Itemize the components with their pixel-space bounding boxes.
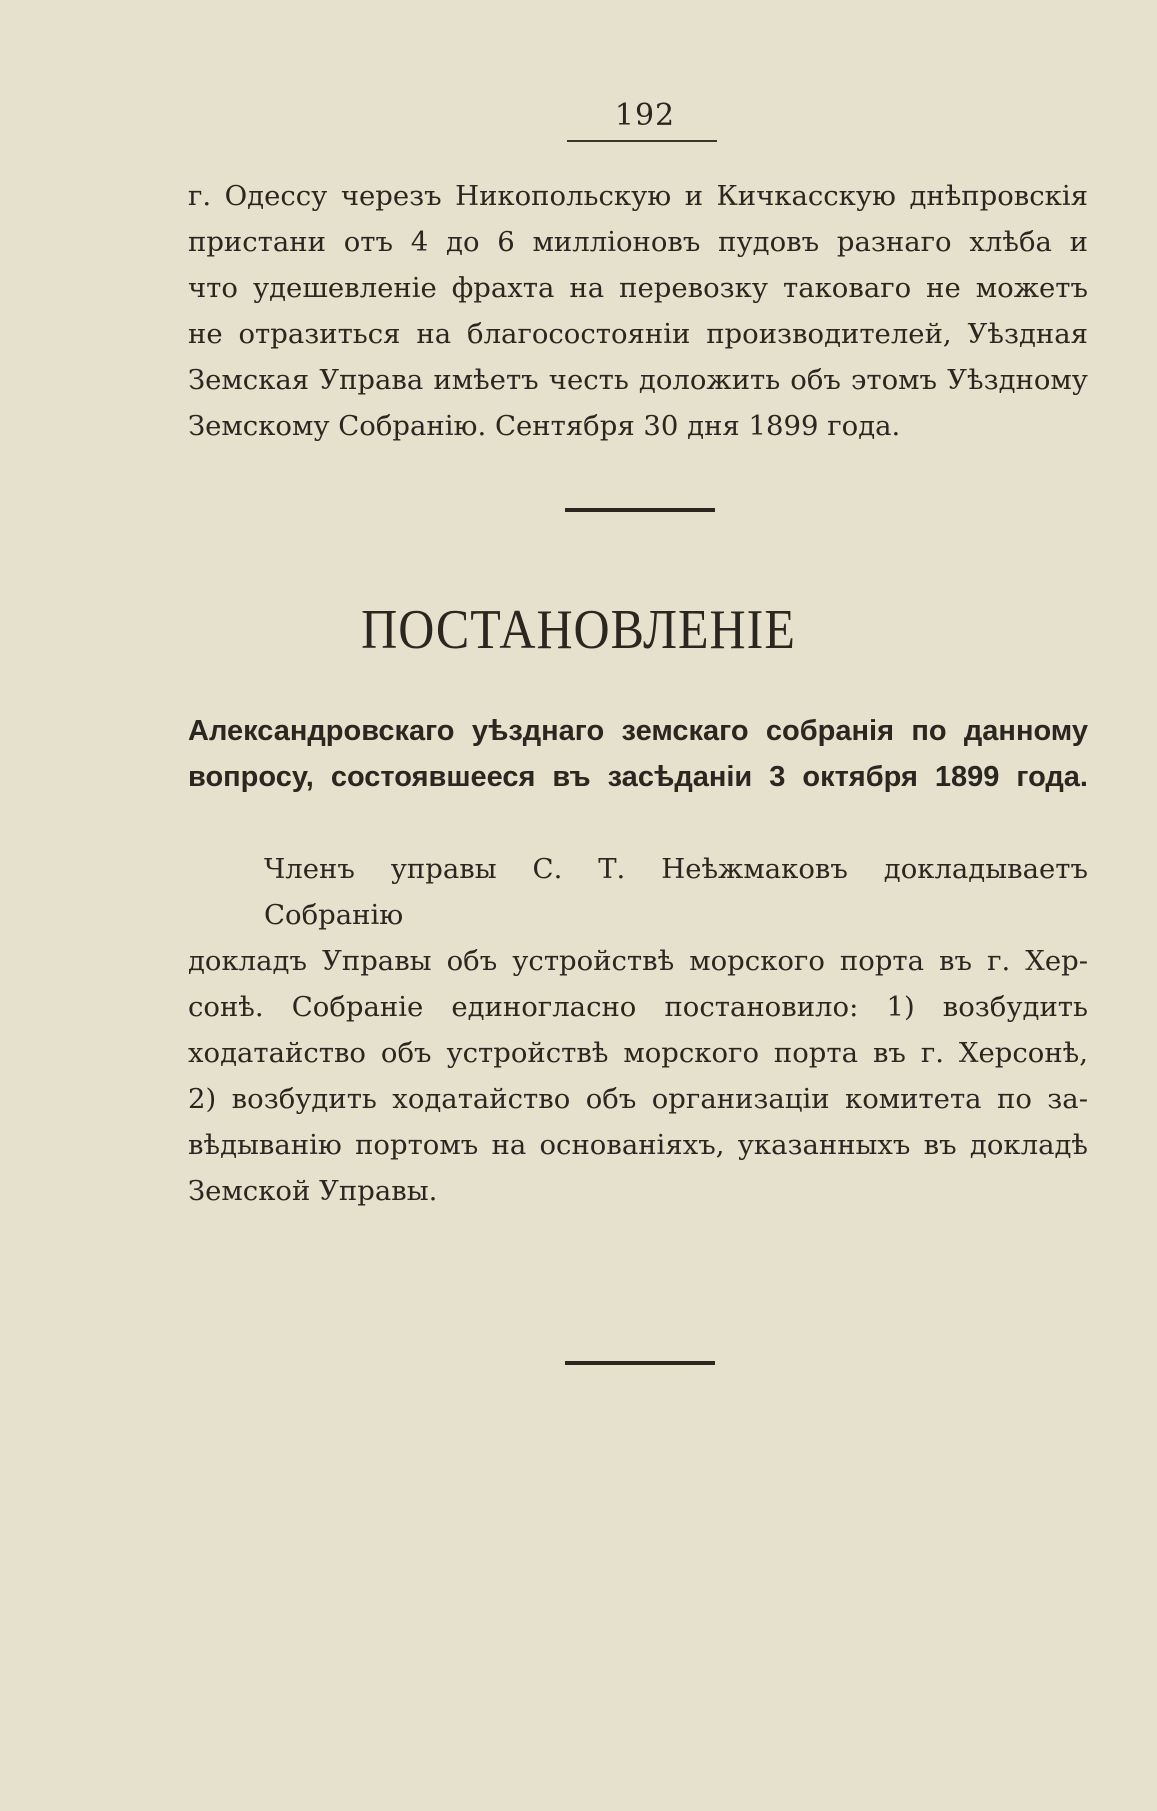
page-number-rule — [567, 140, 717, 142]
text-line: вѣдыванію портомъ на основаніяхъ, указанныхъ въ докладѣ — [188, 1129, 1088, 1161]
text-line: ходатайство объ устройствѣ морского порта въ г. Херсонѣ, — [188, 1037, 1088, 1069]
text-line: сонѣ. Собраніе единогласно постановило: 1) возбудить — [188, 991, 1088, 1023]
section-divider — [565, 508, 715, 512]
resolution-heading: ПОСТАНОВЛЕНІЕ — [361, 597, 796, 661]
text-line: пристани отъ 4 до 6 милліоновъ пудовъ разнаго хлѣба и — [188, 226, 1088, 258]
text-line: Земскому Собранію. Сентября 30 дня 1899 года. — [188, 410, 901, 442]
text-line: не отразиться на благосостояніи производителей, Уѣздная — [188, 318, 1088, 350]
end-divider — [565, 1361, 715, 1365]
text-line: г. Одессу черезъ Никопольскую и Кичкасскую днѣпровскія — [188, 180, 1088, 212]
text-line: Членъ управы С. Т. Неѣжмаковъ докладываетъ Собранію — [264, 853, 1088, 931]
page-number: 192 — [614, 98, 676, 133]
text-line: докладъ Управы объ устройствѣ морского порта въ г. Хер- — [188, 945, 1088, 977]
text-line: Земской Управы. — [188, 1175, 438, 1207]
text-line: что удешевленіе фрахта на перевозку таковаго не можетъ — [188, 272, 1088, 304]
resolution-subheading — [188, 708, 1088, 800]
report-conclusion-paragraph — [188, 173, 1088, 449]
text-line: Земская Управа имѣетъ честь доложить объ этомъ Уѣздному — [188, 364, 1088, 396]
subheading-line: вопросу, состоявшееся въ засѣданіи 3 октября 1899 года. — [188, 761, 1088, 793]
subheading-line: Александровскаго уѣзднаго земскаго собранія по данному — [188, 715, 1088, 747]
resolution-paragraph — [188, 846, 1088, 1214]
text-line: 2) возбудить ходатайство объ организаціи комитета по за- — [188, 1083, 1088, 1115]
